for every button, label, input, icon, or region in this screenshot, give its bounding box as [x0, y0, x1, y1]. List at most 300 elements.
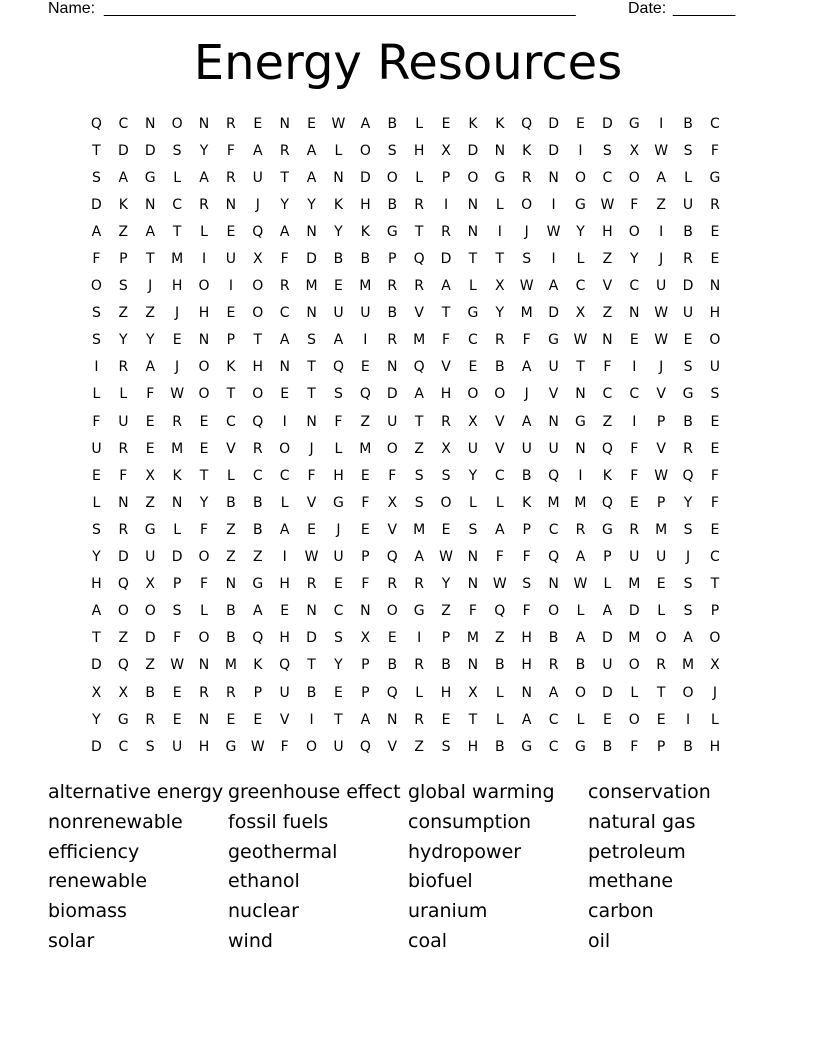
grid-cell: H — [521, 630, 532, 647]
grid-cell: B — [495, 738, 505, 755]
grid-cell: M — [547, 494, 560, 511]
grid-cell: U — [682, 305, 694, 322]
grid-cell: E — [145, 440, 155, 457]
grid-cell: I — [632, 359, 637, 376]
grid-cell: J — [148, 278, 153, 295]
grid-cell: S — [414, 467, 424, 484]
grid-cell: E — [441, 521, 451, 538]
grid-cell: U — [91, 440, 102, 457]
grid-cell: Z — [118, 223, 129, 240]
grid-cell: Y — [683, 494, 693, 511]
grid-cell: R — [279, 142, 290, 159]
grid-cell: T — [307, 386, 316, 403]
grid-cell: G — [117, 711, 129, 728]
grid-cell: V — [656, 386, 666, 403]
grid-cell: E — [253, 711, 263, 728]
grid-cell: M — [305, 278, 318, 295]
grid-cell: B — [683, 115, 693, 132]
grid-cell: R — [683, 440, 693, 457]
grid-cell: G — [413, 603, 425, 620]
grid-cell: Z — [252, 549, 263, 566]
grid-cell: G — [386, 223, 398, 240]
grid-cell: V — [387, 521, 398, 538]
grid-cell: W — [170, 657, 185, 674]
grid-cell: S — [334, 386, 343, 403]
grid-cell: U — [467, 440, 479, 457]
grid-cell: Y — [92, 549, 101, 566]
grid-cell: G — [628, 115, 640, 132]
grid-cell: O — [386, 440, 398, 457]
grid-cell: Q — [548, 549, 560, 566]
grid-cell: A — [683, 630, 693, 647]
grid-cell: N — [548, 576, 559, 593]
grid-cell: N — [387, 711, 398, 728]
grid-cell: B — [252, 521, 263, 538]
grid-cell: T — [226, 386, 236, 403]
grid-cell: A — [253, 603, 263, 620]
grid-cell: Z — [602, 305, 613, 322]
header — [48, 0, 748, 20]
grid-cell: E — [441, 115, 451, 132]
grid-cell: F — [280, 738, 289, 755]
grid-cell: H — [440, 684, 452, 701]
grid-cell: U — [225, 251, 237, 268]
grid-cell: D — [91, 196, 102, 213]
grid-cell: Q — [117, 576, 129, 593]
grid-cell: V — [306, 494, 317, 511]
grid-cell: F — [119, 467, 128, 484]
grid-cell: R — [414, 711, 424, 728]
grid-cell: P — [441, 630, 451, 647]
grid-cell: W — [331, 115, 346, 132]
word-list-item: petroleum — [588, 840, 686, 863]
grid-cell: H — [360, 196, 371, 213]
grid-cell: X — [468, 684, 478, 701]
grid-cell: O — [628, 169, 640, 186]
grid-cell: V — [602, 278, 613, 295]
grid-cell: L — [415, 169, 424, 186]
grid-cell: P — [119, 251, 128, 268]
grid-cell: E — [710, 413, 720, 430]
grid-cell: F — [146, 386, 155, 403]
grid-cell: S — [414, 494, 424, 511]
grid-cell: I — [632, 413, 637, 430]
grid-cell: V — [279, 711, 290, 728]
grid-cell: B — [387, 115, 398, 132]
grid-cell: O — [628, 657, 640, 674]
grid-cell: F — [630, 440, 639, 457]
grid-cell: S — [441, 467, 451, 484]
grid-cell: S — [92, 521, 101, 538]
grid-cell: L — [657, 603, 666, 620]
grid-cell: M — [413, 332, 426, 349]
grid-cell: E — [334, 684, 343, 701]
grid-cell: A — [279, 332, 290, 349]
grid-cell: J — [659, 359, 664, 376]
grid-cell: Y — [199, 494, 209, 511]
grid-cell: I — [417, 630, 422, 647]
grid-cell: P — [172, 576, 182, 593]
grid-cell: N — [306, 305, 317, 322]
grid-cell: U — [682, 196, 694, 213]
grid-cell: R — [387, 576, 398, 593]
grid-cell: I — [551, 251, 556, 268]
grid-cell: S — [710, 386, 720, 403]
grid-cell: A — [548, 684, 559, 701]
grid-cell: Q — [252, 223, 264, 240]
grid-cell: C — [118, 115, 129, 132]
grid-cell: M — [171, 251, 184, 268]
grid-cell: H — [279, 630, 290, 647]
grid-cell: E — [360, 521, 370, 538]
grid-cell: I — [309, 711, 314, 728]
grid-cell: S — [307, 332, 317, 349]
grid-cell: A — [253, 142, 263, 159]
grid-cell: N — [494, 142, 506, 159]
grid-cell: A — [575, 549, 586, 566]
grid-cell: O — [252, 278, 264, 295]
grid-cell: G — [521, 738, 533, 755]
grid-cell: Q — [386, 684, 398, 701]
grid-cell: A — [495, 521, 505, 538]
grid-cell: Q — [548, 467, 560, 484]
grid-cell: T — [576, 359, 585, 376]
grid-cell: O — [306, 738, 318, 755]
grid-cell: P — [656, 494, 666, 511]
grid-cell: T — [468, 711, 478, 728]
grid-cell: R — [172, 413, 182, 430]
grid-cell: R — [710, 196, 720, 213]
grid-cell: N — [279, 359, 290, 376]
word-list-item: wind — [228, 929, 273, 952]
word-list-item: greenhouse effect — [228, 781, 401, 803]
grid-cell: Q — [90, 115, 102, 132]
grid-cell: J — [659, 251, 664, 268]
grid-cell: L — [469, 494, 477, 511]
grid-cell: N — [144, 196, 156, 213]
grid-cell: H — [91, 576, 102, 593]
grid-cell: E — [199, 440, 209, 457]
grid-cell: F — [630, 196, 639, 213]
grid-cell: B — [683, 223, 693, 240]
grid-cell: D — [601, 115, 613, 132]
grid-cell: E — [226, 305, 236, 322]
grid-cell: S — [92, 169, 101, 186]
grid-cell: A — [521, 359, 532, 376]
grid-cell: T — [441, 305, 451, 322]
word-list-item: renewable — [48, 870, 148, 893]
grid-cell: B — [683, 738, 693, 755]
grid-cell: E — [360, 467, 370, 484]
grid-cell: S — [92, 332, 101, 349]
grid-cell: A — [521, 413, 532, 430]
grid-cell: C — [252, 467, 263, 484]
grid-cell: L — [576, 711, 585, 728]
grid-cell: S — [683, 142, 693, 159]
grid-cell: L — [280, 494, 289, 511]
grid-cell: K — [522, 142, 532, 159]
grid-cell: V — [441, 359, 451, 376]
grid-cell: O — [521, 196, 533, 213]
grid-cell: W — [170, 386, 185, 403]
word-list-item: geothermal — [228, 840, 338, 863]
grid-cell: C — [279, 305, 290, 322]
grid-cell: L — [92, 494, 101, 511]
grid-cell: S — [92, 305, 101, 322]
grid-cell: O — [628, 711, 640, 728]
grid-cell: R — [414, 576, 424, 593]
grid-cell: L — [415, 684, 424, 701]
grid-cell: Y — [334, 657, 343, 674]
grid-cell: P — [656, 413, 666, 430]
grid-cell: R — [279, 278, 290, 295]
grid-cell: R — [656, 657, 667, 674]
grid-cell: F — [710, 467, 719, 484]
grid-cell: O — [574, 169, 586, 186]
grid-cell: H — [467, 738, 479, 755]
grid-cell: R — [387, 332, 398, 349]
word-list-item: ethanol — [228, 870, 300, 893]
grid-cell: T — [280, 169, 289, 186]
word-list-item: efficiency — [48, 840, 140, 863]
grid-cell: L — [684, 169, 692, 186]
grid-cell: R — [414, 278, 424, 295]
grid-cell: U — [360, 305, 371, 322]
grid-cell: T — [92, 142, 101, 159]
grid-cell: Z — [414, 440, 424, 457]
grid-cell: L — [334, 440, 343, 457]
grid-cell: N — [198, 711, 210, 728]
grid-cell: Y — [468, 467, 478, 484]
grid-cell: C — [279, 467, 290, 484]
grid-cell: B — [306, 684, 317, 701]
grid-cell: T — [710, 576, 720, 593]
grid-cell: N — [306, 413, 317, 430]
grid-cell: M — [466, 630, 479, 647]
grid-cell: D — [306, 630, 317, 647]
grid-cell: E — [307, 115, 316, 132]
grid-cell: B — [575, 657, 586, 674]
grid-cell: W — [654, 467, 669, 484]
grid-cell: S — [172, 142, 182, 159]
grid-cell: S — [522, 251, 532, 268]
grid-cell: F — [630, 738, 639, 755]
grid-cell: O — [628, 223, 640, 240]
grid-cell: L — [630, 684, 639, 701]
grid-cell: O — [117, 603, 129, 620]
grid-cell: R — [683, 251, 693, 268]
grid-cell: A — [118, 169, 129, 186]
grid-cell: H — [709, 738, 721, 755]
grid-cell: A — [279, 521, 290, 538]
grid-cell: N — [548, 169, 559, 186]
grid-cell: P — [603, 549, 612, 566]
grid-cell: T — [253, 332, 263, 349]
grid-cell: L — [711, 711, 719, 728]
grid-cell: P — [253, 684, 263, 701]
grid-cell: W — [573, 332, 588, 349]
grid-cell: N — [521, 684, 532, 701]
grid-cell: D — [117, 142, 129, 159]
word-list-item: coal — [408, 929, 447, 952]
grid-cell: O — [252, 386, 264, 403]
grid-cell: Q — [279, 657, 291, 674]
grid-cell: F — [199, 521, 209, 538]
grid-cell: N — [575, 440, 586, 457]
grid-cell: V — [495, 440, 505, 457]
grid-cell: S — [118, 278, 128, 295]
grid-cell: U — [387, 413, 398, 430]
grid-cell: R — [199, 684, 209, 701]
grid-cell: J — [685, 549, 691, 566]
grid-cell: O — [386, 169, 398, 186]
grid-cell: E — [334, 576, 343, 593]
grid-cell: G — [225, 738, 237, 755]
grid-cell: B — [252, 494, 263, 511]
grid-cell: Q — [413, 359, 425, 376]
grid-cell: U — [145, 549, 156, 566]
grid-cell: B — [145, 684, 156, 701]
grid-cell: S — [602, 142, 612, 159]
grid-cell: K — [468, 115, 478, 132]
grid-cell: E — [576, 115, 585, 132]
grid-cell: S — [145, 738, 155, 755]
grid-cell: M — [628, 576, 641, 593]
grid-cell: I — [282, 549, 287, 566]
grid-cell: G — [333, 494, 344, 511]
grid-cell: Z — [414, 738, 424, 755]
grid-cell: R — [548, 657, 559, 674]
grid-cell: E — [199, 413, 209, 430]
grid-cell: L — [603, 576, 612, 593]
grid-cell: I — [94, 359, 99, 376]
grid-cell: H — [521, 657, 532, 674]
grid-cell: Q — [252, 630, 264, 647]
grid-cell: Q — [359, 738, 371, 755]
grid-cell: M — [574, 494, 587, 511]
grid-cell: P — [522, 521, 531, 538]
grid-cell: E — [656, 711, 666, 728]
grid-cell: J — [712, 684, 717, 701]
grid-cell: P — [388, 251, 397, 268]
grid-cell: G — [682, 386, 694, 403]
grid-cell: V — [495, 413, 505, 430]
grid-cell: N — [602, 332, 613, 349]
grid-cell: O — [198, 386, 210, 403]
grid-cell: Y — [629, 251, 639, 268]
word-list-item: consumption — [408, 810, 532, 833]
grid-cell: L — [119, 386, 128, 403]
grid-cell: H — [333, 467, 344, 484]
grid-cell: H — [602, 223, 613, 240]
grid-cell: C — [226, 413, 236, 430]
grid-cell: X — [629, 142, 640, 159]
grid-cell: K — [253, 657, 263, 674]
grid-cell: B — [548, 630, 559, 647]
grid-cell: A — [414, 549, 424, 566]
grid-cell: G — [144, 169, 156, 186]
grid-cell: Y — [145, 332, 155, 349]
grid-cell: B — [495, 657, 505, 674]
grid-cell: I — [685, 711, 691, 728]
grid-cell: N — [575, 386, 586, 403]
grid-cell: O — [574, 684, 586, 701]
grid-cell: J — [255, 196, 260, 213]
grid-cell: X — [145, 467, 156, 484]
grid-cell: S — [387, 142, 397, 159]
grid-cell: Z — [145, 305, 156, 322]
grid-cell: X — [387, 494, 398, 511]
grid-cell: D — [117, 549, 129, 566]
grid-cell: C — [629, 278, 640, 295]
grid-cell: U — [629, 549, 640, 566]
grid-cell: L — [200, 603, 208, 620]
grid-cell: A — [656, 169, 666, 186]
grid-cell: P — [361, 657, 370, 674]
grid-cell: X — [118, 684, 129, 701]
grid-cell: O — [252, 305, 264, 322]
grid-cell: F — [495, 549, 504, 566]
grid-cell: Y — [119, 332, 128, 349]
grid-cell: L — [495, 684, 504, 701]
grid-cell: D — [144, 142, 156, 159]
grid-cell: R — [252, 440, 263, 457]
grid-cell: I — [282, 413, 287, 430]
word-list-item: nonrenewable — [48, 810, 183, 833]
grid-cell: B — [226, 603, 236, 620]
grid-cell: L — [495, 711, 504, 728]
grid-cell: F — [468, 603, 477, 620]
grid-cell: M — [413, 521, 426, 538]
grid-cell: G — [548, 332, 560, 349]
grid-cell: B — [495, 359, 505, 376]
grid-cell: P — [441, 169, 451, 186]
grid-cell: Q — [494, 603, 506, 620]
grid-cell: F — [522, 603, 531, 620]
grid-cell: Z — [226, 549, 236, 566]
grid-cell: J — [336, 521, 341, 538]
grid-cell: D — [601, 684, 613, 701]
grid-cell: E — [280, 603, 290, 620]
grid-cell: I — [578, 467, 583, 484]
grid-cell: N — [467, 549, 479, 566]
grid-cell: L — [173, 521, 182, 538]
grid-cell: O — [144, 603, 156, 620]
grid-cell: G — [709, 169, 721, 186]
grid-cell: R — [145, 711, 156, 728]
grid-cell: T — [92, 630, 101, 647]
grid-cell: O — [548, 603, 560, 620]
grid-cell: C — [468, 332, 478, 349]
grid-cell: F — [199, 576, 209, 593]
grid-cell: E — [710, 251, 720, 268]
grid-cell: Z — [118, 630, 129, 647]
grid-cell: U — [333, 549, 344, 566]
grid-cell: N — [198, 332, 210, 349]
grid-cell: Y — [441, 576, 451, 593]
grid-cell: H — [709, 305, 721, 322]
grid-cell: B — [602, 738, 613, 755]
grid-cell: H — [440, 386, 452, 403]
grid-cell: F — [226, 142, 235, 159]
grid-cell: R — [494, 332, 505, 349]
grid-cell: Z — [441, 603, 451, 620]
grid-cell: U — [171, 738, 183, 755]
grid-cell: N — [118, 494, 129, 511]
grid-cell: N — [225, 576, 237, 593]
grid-cell: Q — [386, 549, 398, 566]
grid-cell: W — [654, 305, 669, 322]
